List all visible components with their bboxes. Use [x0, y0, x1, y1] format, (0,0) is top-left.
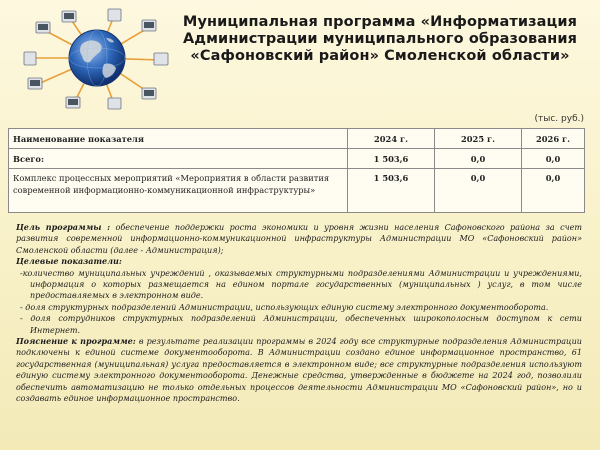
value-2025: 0,0 [435, 169, 522, 213]
goal-text: обеспечение поддержки роста экономики и уровня жизни населения Сафоновского района за счет развития современной информационно-коммуникационной инфраструктуры Администрации МО «Сафоновский район» Смоленской области (далее - Администрация); [16, 223, 583, 255]
targets-heading [16, 256, 582, 267]
globe-network-icon [22, 8, 172, 112]
globe-network-illustration [22, 8, 172, 112]
goal-paragraph [16, 222, 582, 256]
goal-label: Цель программы : [16, 222, 111, 232]
target-item: - доля структурных подразделений Администрации, использующих единую систему электронного документооборота. [20, 302, 549, 312]
budget-table [8, 128, 585, 213]
table-row [9, 149, 585, 169]
explanation-label: Пояснение к программе: [16, 336, 136, 347]
program-description [16, 222, 582, 405]
value-2026: 0,0 [522, 169, 585, 213]
targets-label: Целевые показатели: [16, 256, 122, 267]
target-item: -количество муниципальных учреждений , оказываемых структурными подразделениями Администрации и учреждениями, информация о которых размещается на едином портале государственных (муниципальных ) услуг, в том числе предоставляемых в электронном виде. [20, 268, 582, 301]
row-name: Комплекс процессных мероприятий «Мероприятия в области развития современной информационно-коммуникационной инфраструктуры» [9, 169, 348, 213]
table-header-row [9, 129, 585, 149]
value-2025: 0,0 [435, 149, 522, 169]
header-indicator: Наименование показателя [9, 129, 348, 149]
row-name: Всего: [9, 149, 348, 169]
value-2026: 0,0 [522, 149, 585, 169]
target-item: - доля сотрудников структурных подразделений Администрации, обеспеченных широкополосным доступом к сети Интернет. [20, 314, 582, 335]
table-row [9, 169, 585, 213]
value-2024: 1 503,6 [348, 149, 435, 169]
explanation-paragraph [16, 336, 582, 404]
value-2024: 1 503,6 [348, 169, 435, 213]
slide-title: Муниципальная программа «Информатизация Администрации муниципального образования «Сафоновский район» Смоленской области» [182, 14, 578, 64]
header-2024: 2024 г. [348, 129, 435, 149]
header-2026: 2026 г. [522, 129, 585, 149]
header-2025: 2025 г. [435, 129, 522, 149]
units-label: (тыс. руб.) [534, 114, 584, 124]
explanation-text: в результате реализации программы в 2024 году все структурные подразделения Администрации подключены к единой системе документооборота. В Администрации создано единое информационное пространство, 61 государственная (муниципальная) услуга предоставляется в электронном виде; все структурные подразделения используют единую систему электронного документооборота. Денежные средства, утвержденные в бюджете на 2024 год, позволили обеспечить автоматизацию не только отдельных процессов деятельности Администрации МО «Сафоновский район», но и создавать единое информационное пространство. [16, 337, 582, 404]
